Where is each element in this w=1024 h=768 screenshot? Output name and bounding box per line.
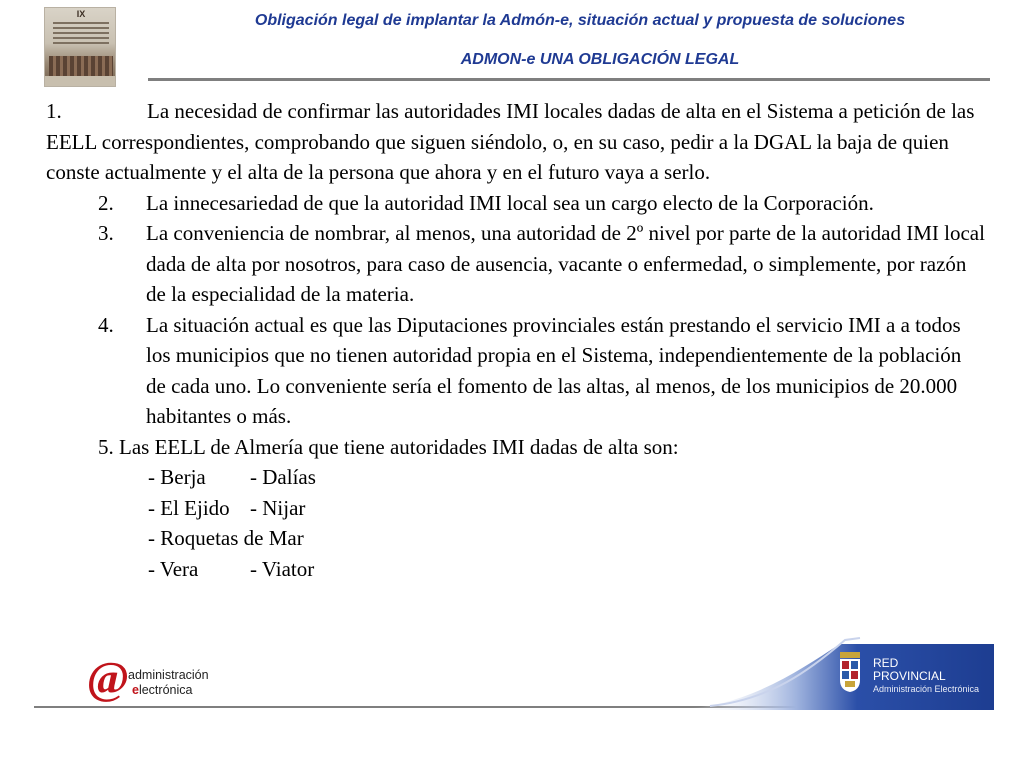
slide-title: Obligación legal de implantar la Admón-e, situación actual y propuesta de soluciones xyxy=(254,12,906,29)
red-provincial-text-line2: PROVINCIAL xyxy=(873,669,946,683)
municipality-row xyxy=(148,554,986,585)
logo-text-line2 xyxy=(132,683,192,697)
header-divider xyxy=(148,78,990,81)
municipality-name: - Viator xyxy=(250,556,315,581)
list-item-4 xyxy=(46,310,986,432)
list-item-text xyxy=(98,218,986,310)
logo-e-letter: e xyxy=(132,683,139,697)
book-cover-title-lines xyxy=(53,22,109,47)
logo-text-line2-rest: lectrónica xyxy=(138,683,193,697)
list-item-number: 3. xyxy=(98,221,114,245)
logo-text-line1: administración xyxy=(128,668,209,682)
red-provincial-text-line3: Administración Electrónica xyxy=(873,684,980,694)
municipality-name: - El Ejido xyxy=(148,495,230,520)
administracion-electronica-logo xyxy=(86,652,226,703)
municipality-name: - Nijar xyxy=(250,495,306,520)
municipality-name: - Dalías xyxy=(250,465,316,489)
book-cover-building xyxy=(49,56,113,76)
municipality-name: - Berja xyxy=(148,465,206,489)
municipality-row xyxy=(148,523,986,554)
red-provincial-logo xyxy=(690,630,994,710)
list-item-text-content: La conveniencia de nombrar, al menos, una autoridad de 2º nivel por parte de la autoridad IMI local dada de alta por nosotros, para caso de ausencia, vacante o enfermedad, o simplemente, por razón de la especialidad de la materia. xyxy=(146,221,985,306)
list-item-text xyxy=(98,188,986,219)
red-provincial-text-line1: RED xyxy=(873,656,899,670)
list-item-2 xyxy=(46,188,986,219)
municipality-row xyxy=(148,493,986,524)
body-text xyxy=(46,96,986,584)
municipality-name: - Vera xyxy=(148,556,199,581)
book-cover-base xyxy=(45,76,116,87)
slide-subtitle: ADMON-e UNA OBLIGACIÓN LEGAL xyxy=(460,51,740,68)
list-item-number: 1. xyxy=(46,99,62,123)
list-item-text-content: La innecesariedad de que la autoridad IMI local sea un cargo electo de la Corporación. xyxy=(146,190,874,215)
list-item-number: 2. xyxy=(98,190,114,215)
list-item-text xyxy=(98,310,986,432)
list-item-1 xyxy=(46,96,986,188)
book-cover-number: IX xyxy=(76,9,86,19)
list-item-text-content: La situación actual es que las Diputaciones provinciales están prestando el servicio IMI a a todos los municipios que no tienen autoridad propia en el Sistema, independientemente de la población de cada uno. Lo conveniente sería el fomento de las altas, al menos, de los municipios de 20.000 habitantes o más. xyxy=(146,312,962,428)
list-item-5: 5. Las EELL de Almería que tiene autoridades IMI dadas de alta son: xyxy=(98,434,679,459)
at-symbol-icon: @ xyxy=(86,652,130,703)
coat-of-arms-icon xyxy=(838,652,862,692)
book-cover-image xyxy=(44,7,116,87)
list-item-text: La necesidad de confirmar las autoridades IMI locales dadas de alta en el Sistema a petición de las EELL correspondientes, comprobando que siguen siéndolo, o, en su caso, pedir a la DGAL la baja de quien conste actualmente y el alta de la persona que ahora y en el futuro vaya a serlo. xyxy=(46,99,975,184)
list-item-3 xyxy=(46,218,986,310)
list-item-number: 4. xyxy=(98,312,114,337)
municipality-list xyxy=(46,462,986,584)
municipality-name: - Roquetas de Mar xyxy=(148,526,304,550)
municipality-row xyxy=(148,462,986,493)
